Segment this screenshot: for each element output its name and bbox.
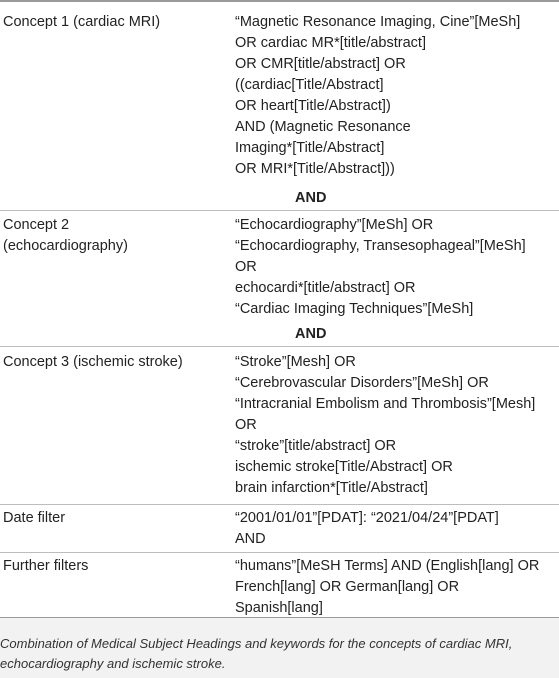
concept-label: Concept 1 (cardiac MRI) [3, 14, 161, 30]
and-connector: AND [295, 190, 327, 206]
concept-label: Concept 3 (ischemic stroke) [3, 354, 183, 370]
query-text: “Stroke”[Mesh] OR “Cerebrovascular Disorders”[MeSh] OR “Intracranial Embolism and Thrombosis”[Mesh] OR “stroke”[title/abstract] OR ischemic stroke[Title/Abstract] OR brain infarction*[Title/Abstract] [235, 354, 536, 496]
query-text: “2001/01/01”[PDAT]: “2021/04/24”[PDAT] AND [235, 510, 499, 547]
concept-label: Further filters [3, 558, 89, 574]
query-text: “humans”[MeSH Terms] AND (English[lang] OR French[lang] OR German[lang] OR Spanish[lang] [235, 558, 540, 616]
concept-label: Concept 2 (echocardiography) [3, 217, 128, 254]
query-text: “Echocardiography”[MeSh] OR “Echocardiography, Transesophageal”[MeSh] OR echocardi*[title/abstract] OR “Cardiac Imaging Techniques”[MeSh] [235, 217, 526, 317]
and-connector: AND [295, 326, 327, 342]
table-caption: Combination of Medical Subject Headings and keywords for the concepts of cardiac MRI, echocardiography and ischemic stroke. [0, 636, 513, 671]
concept-label: Date filter [3, 510, 66, 526]
table-row [0, 347, 559, 505]
row-divider [0, 2, 559, 211]
row-divider [0, 211, 559, 347]
query-text: “Magnetic Resonance Imaging, Cine”[MeSh] OR cardiac MR*[title/abstract] OR CMR[title/abstract] OR ((cardiac[Title/Abstract] OR heart[Title/Abstract]) AND (Magnetic Resonance Imaging*[Title/Abstract] OR MRI*[Title/Abstract])) [235, 14, 521, 177]
table-row [0, 505, 559, 553]
table-row [0, 553, 559, 619]
